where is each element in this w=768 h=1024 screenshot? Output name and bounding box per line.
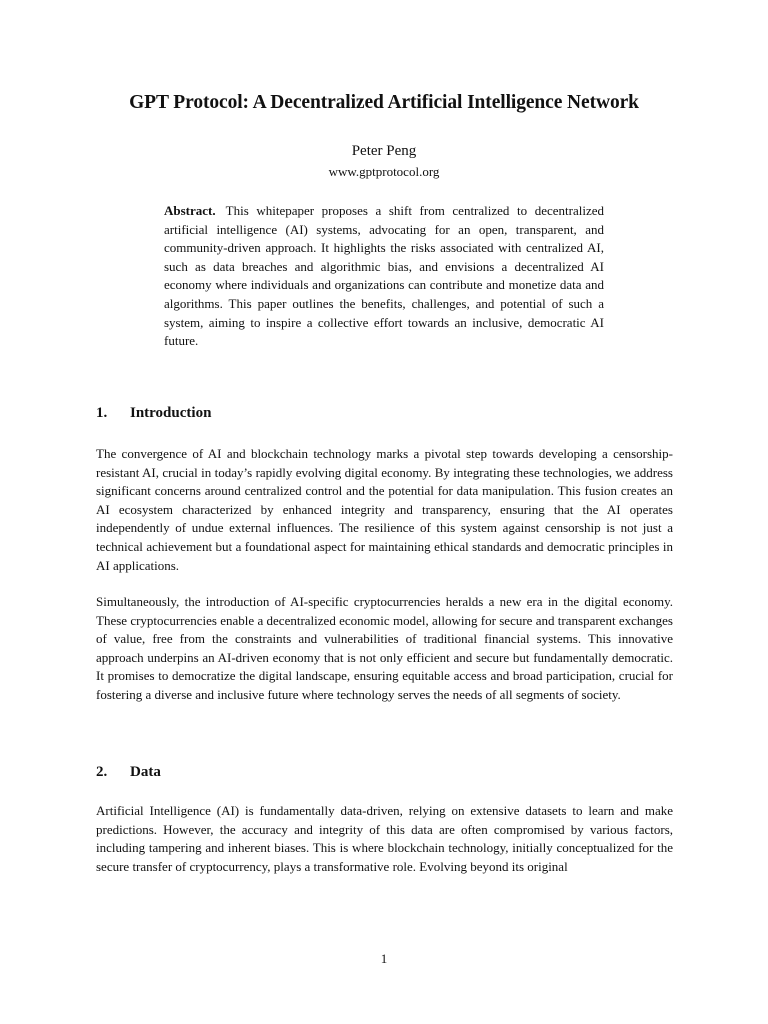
section-number: 1. (96, 405, 108, 421)
section-title: Data (130, 764, 161, 780)
section-number: 2. (96, 764, 108, 780)
author-website[interactable]: www.gptprotocol.org (328, 164, 440, 179)
data-paragraph-1: Artificial Intelligence (AI) is fundamentally data-driven, relying on extensive datasets to learn and make predictions. However, the accuracy and integrity of this data are often compromised by various factors, including tampering and inherent biases. This is where blockchain technology, initially conceptualized for the secure transfer of cryptocurrency, plays a transformative role. Evolving beyond its original (96, 803, 673, 874)
introduction-paragraph-1: The convergence of AI and blockchain technology marks a pivotal step towards developing a censorship-resistant AI, crucial in today’s rapidly evolving digital economy. By integrating these technologies, we address significant concerns around centralized control and the potential for data manipulation. This fusion creates an AI ecosystem characterized by enhanced integrity and transparency, ensuring that the AI operates independently of undue external influences. The resilience of this system against censorship is not just a technical achievement but a foundational aspect for maintaining ethical standards and democratic principles in AI applications. (96, 446, 673, 573)
section-heading-introduction (96, 405, 211, 422)
abstract (164, 202, 604, 351)
page-number: 1 (380, 951, 388, 966)
section-title: Introduction (130, 405, 212, 421)
abstract-label: Abstract. (164, 203, 216, 218)
paper-title: GPT Protocol: A Decentralized Artificial Intelligence Network (129, 92, 639, 113)
introduction-paragraph-2: Simultaneously, the introduction of AI-specific cryptocurrencies heralds a new era in the digital economy. These cryptocurrencies enable a decentralized economic model, allowing for secure and transparent exchanges of value, free from the constraints and vulnerabilities of traditional financial systems. This innovative approach underpins an AI-driven economy that is not only efficient and secure but fundamentally democratic. It promises to democratize the digital landscape, ensuring equitable access and broad participation, crucial for fostering a diverse and inclusive future where technology serves the needs of all segments of society. (96, 594, 673, 702)
author-name: Peter Peng (351, 143, 417, 159)
abstract-text: This whitepaper proposes a shift from centralized to decentralized artificial intelligence (AI) systems, advocating for an open, transparent, and community-driven approach. It highlights the risks associated with centralized AI, such as data breaches and algorithmic bias, and envisions a decentralized AI economy where individuals and organizations can contribute and monetize data and algorithms. This paper outlines the benefits, challenges, and potential of such a system, aiming to inspire a collective effort towards an inclusive, democratic AI future. (164, 203, 604, 349)
section-heading-data (96, 764, 161, 781)
